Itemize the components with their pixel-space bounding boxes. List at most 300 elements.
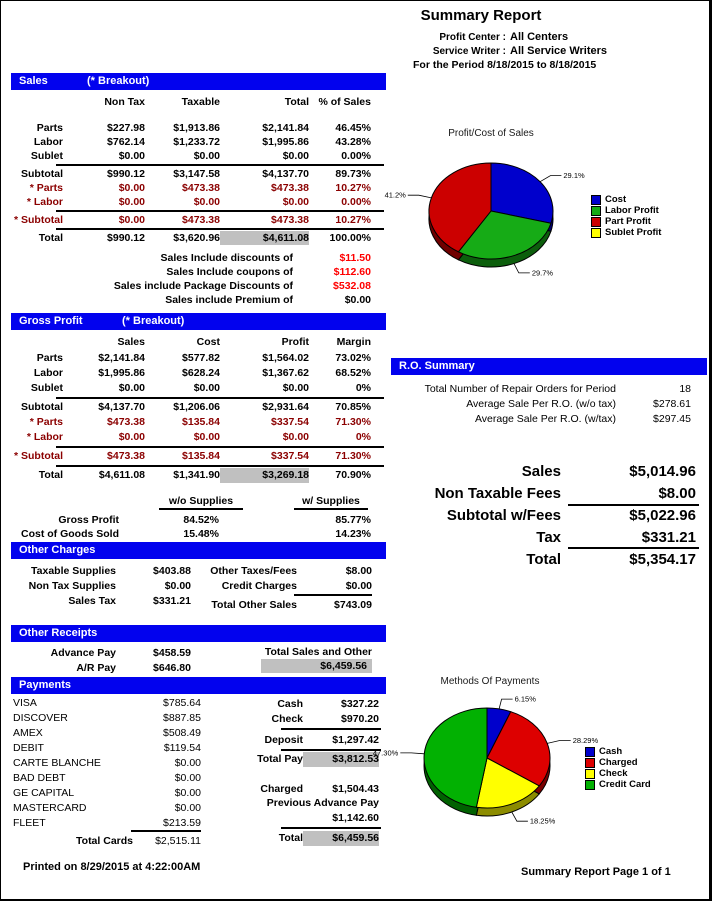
legend-swatch-icon: [585, 769, 595, 779]
note-value: $532.08: [333, 280, 371, 292]
row-value: $473.38: [271, 214, 309, 226]
payment-card-row: [13, 726, 201, 741]
row-value: $3,147.58: [173, 168, 220, 180]
card-label: DEBIT: [13, 742, 44, 754]
card-value: $887.85: [163, 712, 201, 724]
previous-advance-value: $1,142.60: [332, 812, 379, 824]
row-label: Subtotal w/Fees: [446, 507, 561, 524]
deposit-row: [225, 733, 379, 748]
card-label: VISA: [13, 697, 37, 709]
row-value: $0.00: [118, 150, 145, 162]
gross-profit-table: [11, 351, 371, 483]
table-row: [11, 135, 371, 149]
row-value: 0%: [355, 431, 371, 443]
column-header: Non Tax: [104, 96, 145, 108]
table-rule: [11, 209, 371, 213]
legend-swatch-icon: [591, 228, 601, 238]
summary-subtotal-row: [391, 506, 696, 525]
row-value: $0.00: [164, 580, 191, 592]
column-header: Total: [284, 96, 309, 108]
row-label: Total: [278, 832, 303, 844]
note-label: Sales include Premium of: [165, 294, 293, 306]
row-value: $1,233.72: [173, 136, 220, 148]
row-value: 100.00%: [329, 232, 371, 244]
legend-swatch-icon: [591, 217, 601, 227]
cash-row: [225, 697, 379, 712]
legend-item: [585, 746, 651, 757]
legend-label: Check: [599, 768, 628, 779]
row-value: $0.00: [118, 196, 145, 208]
total-sales-other-label: Total Sales and Other: [264, 646, 372, 658]
section-title: Payments: [19, 679, 71, 691]
advance-pay-row: [11, 646, 191, 661]
pie-percent-label: 29.1%: [563, 171, 585, 181]
row-value: $4,137.70: [262, 168, 309, 180]
row-value: 71.30%: [335, 450, 371, 462]
pie-label-connector: [512, 812, 528, 821]
profit-center-value: All Centers: [510, 31, 569, 43]
row-label: * Subtotal: [14, 214, 63, 226]
row-value: 70.85%: [335, 401, 371, 413]
column-header: % of Sales: [318, 96, 371, 108]
row-label: Advance Pay: [50, 647, 116, 659]
credit-charges-row: [201, 579, 372, 594]
row-value: $0.00: [282, 431, 309, 443]
legend-swatch-icon: [585, 747, 595, 757]
row-value: $2,931.64: [262, 401, 309, 413]
sales-note-row: [11, 251, 371, 265]
payments-card-list: [13, 696, 201, 831]
printed-on-footer: Printed on 8/29/2015 at 4:22:00AM: [23, 861, 201, 873]
section-header-other-charges: [11, 542, 386, 559]
section-title: Other Charges: [19, 544, 96, 556]
row-label: Total: [526, 551, 561, 568]
row-value: $1,341.90: [173, 469, 220, 481]
supplies-row: [11, 527, 371, 541]
legend-item: [585, 768, 651, 779]
note-value: $11.50: [339, 252, 371, 264]
row-value: 10.27%: [335, 182, 371, 194]
card-value: $0.00: [174, 772, 201, 784]
row-value: 85.77%: [335, 514, 371, 526]
column-header: Cost: [196, 336, 220, 348]
section-header-ro-summary: [391, 358, 707, 375]
table-rule: [11, 227, 371, 231]
column-header: Margin: [336, 336, 371, 348]
table-row: [11, 121, 371, 135]
wo-supplies-header: w/o Supplies: [159, 495, 243, 510]
row-value: $3,620.96: [173, 232, 220, 244]
payments-total-row: [225, 831, 379, 846]
row-label: Sales Tax: [68, 595, 116, 607]
card-label: BAD DEBT: [13, 772, 66, 784]
row-label: Parts: [36, 352, 63, 364]
row-label: * Parts: [29, 182, 63, 194]
taxable-supplies-row: [11, 564, 191, 579]
legend-label: Sublet Profit: [605, 227, 662, 238]
card-value: $0.00: [174, 757, 201, 769]
row-value: 14.23%: [335, 528, 371, 540]
table-row: [11, 351, 371, 366]
row-value: $0.00: [282, 196, 309, 208]
table-row: [11, 366, 371, 381]
payment-card-row: [13, 816, 201, 831]
ar-pay-row: [11, 661, 191, 676]
w-supplies-header: w/ Supplies: [294, 495, 368, 510]
row-label: Total Number of Repair Orders for Period: [424, 383, 616, 395]
sales-note-row: [11, 293, 371, 307]
legend-item: [591, 194, 661, 205]
service-writer-value: All Service Writers: [510, 45, 608, 57]
row-value: $3,269.18: [220, 468, 309, 483]
pie-label-connector: [400, 753, 424, 754]
rule: [568, 547, 699, 549]
row-label: Check: [271, 713, 303, 725]
page-footer: Summary Report Page 1 of 1: [521, 866, 671, 878]
table-rule: [11, 445, 371, 449]
row-value: $473.38: [182, 182, 220, 194]
column-header: Taxable: [181, 96, 220, 108]
card-value: $785.64: [163, 697, 201, 709]
card-value: $508.49: [163, 727, 201, 739]
legend-swatch-icon: [585, 758, 595, 768]
row-value: $577.82: [182, 352, 220, 364]
row-label: Non Taxable Fees: [434, 485, 561, 502]
rule: [281, 749, 381, 751]
row-value: $1,504.43: [332, 783, 379, 795]
table-row: [11, 149, 371, 163]
row-value: $1,913.86: [173, 122, 220, 134]
row-value: 70.90%: [335, 469, 371, 481]
table-row: [11, 167, 371, 181]
row-label: Total: [38, 232, 63, 244]
sales-column-headers: [11, 95, 371, 109]
row-label: Cost of Goods Sold: [21, 528, 119, 540]
row-label: Subtotal: [21, 401, 63, 413]
card-label: AMEX: [13, 727, 43, 739]
total-other-sales-row: [201, 598, 372, 613]
card-value: $0.00: [174, 802, 201, 814]
row-value: $1,297.42: [332, 734, 379, 746]
pie-percent-label: 47.30%: [372, 748, 399, 758]
row-label: A/R Pay: [76, 662, 116, 674]
row-label: Total Cards: [76, 835, 133, 847]
legend-label: Labor Profit: [605, 205, 659, 216]
chart-title-profit-cost: Profit/Cost of Sales: [448, 128, 534, 139]
section-header-other-receipts: [11, 625, 386, 642]
row-value: 73.02%: [335, 352, 371, 364]
row-value: $2,515.11: [155, 835, 201, 847]
column-header: Sales: [117, 336, 145, 348]
summary-tax-row: [391, 528, 696, 547]
payment-card-row: [13, 771, 201, 786]
row-value: $1,564.02: [262, 352, 309, 364]
row-value: $0.00: [345, 580, 372, 592]
legend-label: Part Profit: [605, 216, 651, 227]
row-value: $0.00: [118, 382, 145, 394]
legend-swatch-icon: [591, 195, 601, 205]
row-label: Sublet: [30, 150, 63, 162]
pie-label-connector: [408, 195, 432, 198]
row-value: 71.30%: [335, 416, 371, 428]
row-value: $227.98: [107, 122, 145, 134]
total-sales-other-value: $6,459.56: [261, 659, 372, 673]
row-value: 0.00%: [341, 196, 371, 208]
summary-total-row: [391, 550, 696, 569]
payment-card-row: [13, 696, 201, 711]
row-value: 84.52%: [183, 514, 219, 526]
row-value: $1,206.06: [173, 401, 220, 413]
section-title: R.O. Summary: [399, 360, 475, 372]
row-label: * Labor: [26, 431, 63, 443]
legend-item: [585, 757, 651, 768]
legend-item: [591, 216, 661, 227]
note-label: Sales include Package Discounts of: [113, 280, 293, 292]
pie-label-connector: [547, 741, 570, 744]
row-label: Average Sale Per R.O. (w/o tax): [466, 398, 616, 410]
legend-item: [585, 779, 651, 790]
section-title: Gross Profit: [19, 315, 83, 327]
row-value: $473.38: [271, 182, 309, 194]
table-row: [11, 468, 371, 483]
rule: [131, 830, 201, 832]
rule: [281, 827, 381, 829]
row-label: * Labor: [26, 196, 63, 208]
row-label: Total: [38, 469, 63, 481]
row-value: $3,812.53: [303, 752, 379, 767]
row-value: $0.00: [118, 431, 145, 443]
row-value: 15.48%: [183, 528, 219, 540]
row-value: $0.00: [193, 431, 220, 443]
row-value: 10.27%: [335, 214, 371, 226]
row-value: 46.45%: [335, 122, 371, 134]
row-label: * Parts: [29, 416, 63, 428]
row-value: $5,022.96: [629, 507, 696, 524]
pie-label-connector: [540, 176, 561, 182]
row-value: $4,611.08: [220, 231, 309, 245]
row-label: Sublet: [30, 382, 63, 394]
row-value: $0.00: [282, 150, 309, 162]
pie-percent-label: 6.15%: [514, 694, 536, 704]
row-value: $135.84: [182, 450, 220, 462]
legend-item: [591, 205, 661, 216]
row-value: $2,141.84: [98, 352, 145, 364]
row-label: Subtotal: [21, 168, 63, 180]
row-value: $331.21: [153, 595, 191, 607]
row-value: $0.00: [118, 182, 145, 194]
breakout-note: (* Breakout): [87, 75, 150, 87]
row-label: Credit Charges: [221, 580, 297, 592]
row-value: $990.12: [107, 232, 145, 244]
row-label: Other Taxes/Fees: [210, 565, 297, 577]
table-rule: [11, 464, 371, 468]
table-row: [11, 181, 371, 195]
service-writer-label: Service Writer :: [432, 46, 506, 57]
row-label: Taxable Supplies: [31, 565, 116, 577]
row-value: $4,137.70: [98, 401, 145, 413]
row-label: Average Sale Per R.O. (w/tax): [474, 413, 616, 425]
charged-row: [225, 782, 379, 797]
card-label: GE CAPITAL: [13, 787, 75, 799]
payment-card-row: [13, 756, 201, 771]
card-label: CARTE BLANCHE: [13, 757, 101, 769]
row-value: $0.00: [193, 150, 220, 162]
row-value: $337.54: [271, 450, 309, 462]
row-value: $990.12: [107, 168, 145, 180]
column-header: Profit: [281, 336, 309, 348]
note-value: $112.60: [333, 266, 371, 278]
row-value: 0%: [355, 382, 371, 394]
table-row: [11, 381, 371, 396]
row-label: Tax: [536, 529, 561, 546]
legend-label: Charged: [599, 757, 638, 768]
row-value: $331.21: [641, 529, 696, 546]
row-value: $135.84: [182, 416, 220, 428]
row-value: 43.28%: [335, 136, 371, 148]
sales-table: [11, 121, 371, 245]
legend-item: [591, 227, 661, 238]
profit-cost-legend: [591, 194, 661, 238]
report-period: For the Period 8/18/2015 to 8/18/2015: [413, 59, 597, 71]
profit-cost-pie-chart: [386, 121, 712, 306]
row-value: $743.09: [334, 599, 372, 611]
card-value: $0.00: [174, 787, 201, 799]
row-label: Labor: [33, 136, 63, 148]
payment-methods-pie-chart: [372, 669, 712, 861]
payment-card-row: [13, 711, 201, 726]
sales-tax-row: [11, 594, 191, 609]
pie-percent-label: 18.25%: [529, 816, 556, 826]
table-row: [11, 430, 371, 445]
pie-label-connector: [514, 264, 530, 273]
table-row: [11, 449, 371, 464]
row-value: $1,995.86: [262, 136, 309, 148]
summary-sales-row: [391, 462, 696, 481]
row-label: Charged: [260, 783, 303, 795]
legend-swatch-icon: [591, 206, 601, 216]
row-value: $8.00: [658, 485, 696, 502]
sales-note-row: [11, 265, 371, 279]
row-value: $337.54: [271, 416, 309, 428]
table-rule: [11, 163, 371, 167]
row-value: $5,014.96: [629, 463, 696, 480]
note-label: Sales Include coupons of: [166, 266, 293, 278]
note-value: $0.00: [344, 294, 371, 306]
card-label: FLEET: [13, 817, 46, 829]
row-label: Sales: [521, 463, 561, 480]
section-header-sales: [11, 73, 386, 90]
row-value: $327.22: [341, 698, 379, 710]
legend-label: Cost: [605, 194, 627, 205]
payment-card-row: [13, 786, 201, 801]
table-rule: [11, 396, 371, 400]
payment-methods-legend: [585, 746, 651, 790]
legend-label: Cash: [599, 746, 623, 757]
rule: [281, 728, 381, 730]
check-row: [225, 712, 379, 727]
payment-card-row: [13, 741, 201, 756]
payment-card-row: [13, 801, 201, 816]
row-value: $0.00: [118, 214, 145, 226]
row-label: Non Tax Supplies: [28, 580, 116, 592]
row-value: $0.00: [193, 382, 220, 394]
summary-fees-row: [391, 484, 696, 503]
row-value: $628.24: [182, 367, 220, 379]
row-label: Cash: [277, 698, 303, 710]
pie-percent-label: 29.7%: [531, 268, 554, 278]
row-value: $473.38: [182, 214, 220, 226]
row-value: $473.38: [107, 416, 145, 428]
ro-count-row: [391, 382, 691, 397]
row-value: $762.14: [107, 136, 145, 148]
section-title: Sales: [19, 75, 48, 87]
row-value: 0.00%: [341, 150, 371, 162]
row-label: Deposit: [264, 734, 303, 746]
total-pay-row: [225, 752, 379, 767]
row-value: $6,459.56: [303, 831, 379, 846]
supplies-row: [11, 513, 371, 527]
ro-avg-w-tax-row: [391, 412, 691, 427]
section-header-gross-profit: [11, 313, 386, 330]
row-label: Parts: [36, 122, 63, 134]
total-cards-row: [13, 834, 201, 849]
card-value: $119.54: [163, 742, 201, 754]
row-label: Total Other Sales: [211, 599, 297, 611]
row-value: $458.59: [153, 647, 191, 659]
row-value: $5,354.17: [629, 551, 696, 568]
row-value: $0.00: [282, 382, 309, 394]
row-value: $278.61: [653, 398, 691, 410]
note-label: Sales Include discounts of: [160, 252, 293, 264]
breakout-note: (* Breakout): [122, 315, 185, 327]
gross-profit-column-headers: [11, 335, 371, 349]
pie-percent-label: 28.29%: [572, 736, 599, 746]
table-row: [11, 213, 371, 227]
non-tax-supplies-row: [11, 579, 191, 594]
row-value: 89.73%: [335, 168, 371, 180]
legend-label: Credit Card: [599, 779, 651, 790]
row-value: $473.38: [107, 450, 145, 462]
row-value: $1,367.62: [262, 367, 309, 379]
row-value: $970.20: [341, 713, 379, 725]
previous-advance-label: Previous Advance Pay: [266, 797, 379, 809]
row-value: $646.80: [153, 662, 191, 674]
legend-swatch-icon: [585, 780, 595, 790]
card-value: $213.59: [163, 817, 201, 829]
pie-label-connector: [499, 699, 512, 709]
row-label: * Subtotal: [14, 450, 63, 462]
row-label: Gross Profit: [58, 514, 119, 526]
section-header-payments: [11, 677, 386, 694]
row-value: $403.88: [153, 565, 191, 577]
rule: [294, 594, 372, 596]
row-label: Total Pay: [257, 753, 303, 765]
table-row: [11, 400, 371, 415]
profit-center-label: Profit Center :: [439, 32, 506, 43]
pie-percent-label: 41.2%: [384, 190, 406, 200]
card-label: MASTERCARD: [13, 802, 87, 814]
row-value: $4,611.08: [98, 469, 145, 481]
sales-notes: [11, 251, 371, 307]
row-value: $2,141.84: [262, 122, 309, 134]
row-value: 68.52%: [335, 367, 371, 379]
section-title: Other Receipts: [19, 627, 98, 639]
row-value: $0.00: [193, 196, 220, 208]
row-value: $1,995.86: [98, 367, 145, 379]
sales-note-row: [11, 279, 371, 293]
row-value: 18: [679, 383, 691, 395]
other-taxes-row: [201, 564, 372, 579]
